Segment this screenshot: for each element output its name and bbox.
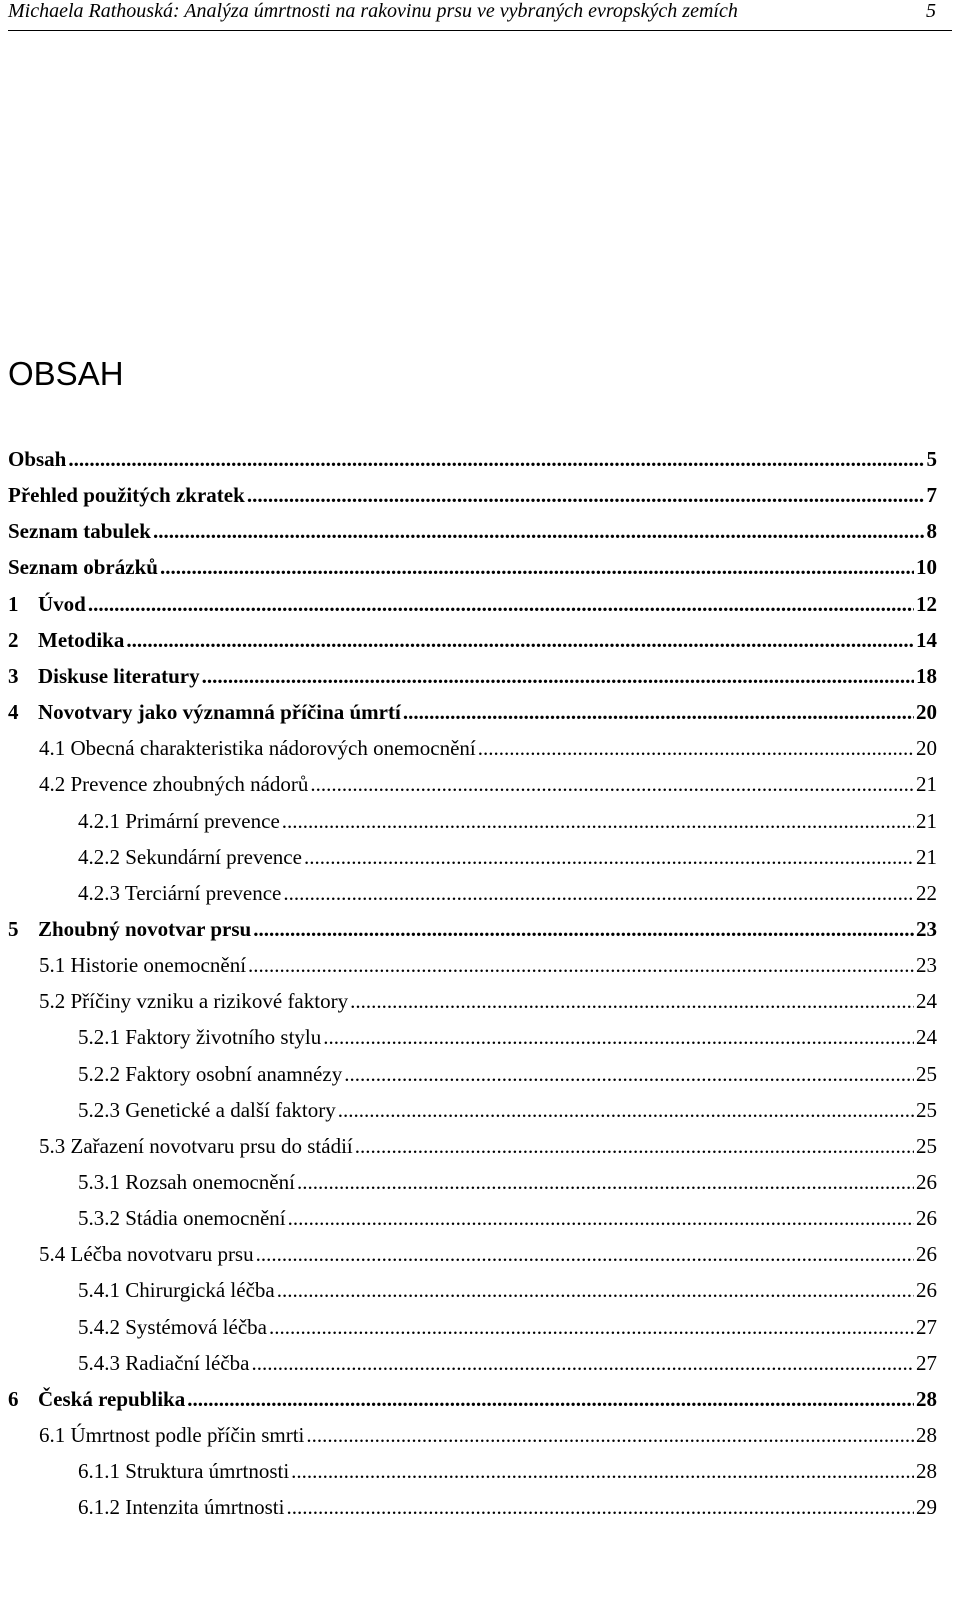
- toc-entry-number: 3: [8, 663, 19, 688]
- toc-entry-label: 4.2.2 Sekundární prevence: [78, 844, 302, 869]
- toc-entry-number: 2: [8, 627, 19, 652]
- toc-entry-label: Seznam tabulek: [8, 519, 151, 544]
- toc-dot-leader: [288, 1203, 914, 1233]
- toc-entry[interactable]: [0, 1348, 937, 1378]
- toc-entry[interactable]: [0, 1456, 937, 1486]
- page-title: OBSAH: [8, 355, 124, 392]
- toc-dot-leader: [251, 1348, 914, 1378]
- toc-entry-label: 5.4.1 Chirurgická léčba: [78, 1278, 275, 1303]
- toc-entry-page: 25: [916, 1061, 937, 1086]
- toc-dot-leader: [403, 697, 914, 727]
- toc-entry-page: 25: [916, 1133, 937, 1158]
- toc-dot-leader: [277, 1275, 914, 1305]
- toc-dot-leader: [256, 1239, 914, 1269]
- toc-entry-page: 28: [916, 1423, 937, 1448]
- toc-entry-page: 7: [926, 483, 937, 508]
- toc-dot-leader: [283, 878, 914, 908]
- toc-entry-page: 23: [916, 916, 937, 941]
- toc-entry[interactable]: [0, 806, 937, 836]
- toc-dot-leader: [323, 1022, 914, 1052]
- toc-dot-leader: [306, 1420, 914, 1450]
- toc-entry-number: 5: [8, 916, 19, 941]
- toc-dot-leader: [253, 914, 914, 944]
- toc-entry[interactable]: [0, 878, 937, 908]
- toc-entry[interactable]: [0, 697, 937, 727]
- toc-entry-label: Obsah: [8, 447, 67, 471]
- toc-entry-page: 23: [916, 953, 937, 978]
- toc-entry-label: 6.1 Úmrtnost podle příčin smrti: [39, 1423, 305, 1448]
- toc-entry[interactable]: [0, 1312, 937, 1342]
- toc-dot-leader: [338, 1095, 914, 1125]
- toc-entry-page: 29: [916, 1495, 937, 1520]
- toc-entry-page: 26: [916, 1242, 937, 1267]
- toc-dot-leader: [291, 1456, 914, 1486]
- toc-entry-page: 20: [916, 736, 937, 761]
- toc-entry-page: 26: [916, 1278, 937, 1303]
- toc-entry[interactable]: [0, 950, 937, 980]
- toc-entry-page: 26: [916, 1206, 937, 1231]
- toc-entry-page: 21: [916, 772, 937, 797]
- toc-entry-label: 5.3.1 Rozsah onemocnění: [78, 1170, 295, 1194]
- toc-entry-label: Metodika: [38, 627, 125, 652]
- toc-entry-label: Česká republika: [38, 1386, 186, 1411]
- toc-entry[interactable]: [0, 1022, 937, 1052]
- toc-dot-leader: [126, 625, 914, 655]
- toc-entry-page: 26: [916, 1170, 937, 1194]
- toc-entry-page: 12: [916, 591, 937, 616]
- toc-entry-page: 10: [916, 555, 937, 580]
- toc-entry-page: 21: [916, 808, 937, 833]
- header-page-number: 5: [926, 0, 936, 22]
- toc-entry-label: Diskuse literatury: [38, 663, 200, 688]
- toc-entry[interactable]: [0, 1420, 937, 1450]
- toc-dot-leader: [304, 842, 914, 872]
- toc-dot-leader: [187, 1384, 914, 1414]
- toc-entry-label: 5.4.3 Radiační léčba: [78, 1350, 250, 1375]
- toc-entry[interactable]: [0, 1239, 937, 1269]
- toc-entry-page: 28: [916, 1386, 937, 1411]
- toc-entry-label: Úvod: [38, 591, 86, 616]
- toc-entry[interactable]: [0, 625, 937, 655]
- running-header: [8, 0, 952, 31]
- toc-entry-label: 5.3 Zařazení novotvaru prsu do stádií: [39, 1133, 353, 1158]
- toc-entry[interactable]: [0, 986, 937, 1016]
- toc-dot-leader: [160, 552, 914, 582]
- header-title: Michaela Rathouská: Analýza úmrtnosti na rakovinu prsu ve vybraných evropských zemích: [8, 0, 738, 22]
- toc-entry-label: 5.4 Léčba novotvaru prsu: [39, 1242, 254, 1267]
- toc-entry-label: 5.2 Příčiny vzniku a rizikové faktory: [39, 989, 349, 1014]
- toc-dot-leader: [478, 733, 914, 763]
- toc-entry-number: 4: [8, 700, 19, 725]
- toc-entry[interactable]: [0, 1059, 937, 1089]
- toc-dot-leader: [286, 1492, 914, 1522]
- toc-entry[interactable]: [0, 1131, 937, 1161]
- toc-entry[interactable]: [0, 1384, 937, 1414]
- toc-entry-label: 5.3.2 Stádia onemocnění: [78, 1206, 286, 1231]
- toc-entry-page: 27: [916, 1350, 937, 1375]
- toc-dot-leader: [153, 516, 925, 546]
- toc-entry-label: Přehled použitých zkratek: [8, 483, 245, 508]
- toc-entry-number: 1: [8, 591, 19, 616]
- toc-entry[interactable]: [0, 1167, 937, 1197]
- toc-entry-label: Seznam obrázků: [8, 555, 158, 580]
- toc-entry-page: 28: [916, 1459, 937, 1484]
- toc-dot-leader: [282, 806, 914, 836]
- toc-entry-label: Novotvary jako významná příčina úmrtí: [38, 700, 401, 725]
- toc-entry-label: 4.2.3 Terciární prevence: [78, 880, 282, 905]
- toc-dot-leader: [248, 950, 914, 980]
- toc-dot-leader: [355, 1131, 914, 1161]
- toc-entry-page: 21: [916, 844, 937, 869]
- toc-entry[interactable]: [0, 516, 937, 546]
- toc-entry[interactable]: [0, 769, 937, 799]
- toc-dot-leader: [247, 480, 925, 510]
- toc-entry-label: 5.1 Historie onemocnění: [39, 953, 247, 978]
- toc-entry[interactable]: [0, 480, 937, 510]
- toc-entry-page: 25: [916, 1097, 937, 1122]
- toc-entry-label: 5.2.3 Genetické a další faktory: [78, 1097, 336, 1122]
- toc-entry-label: 5.4.2 Systémová léčba: [78, 1314, 267, 1339]
- toc-entry-number: 6: [8, 1386, 19, 1411]
- toc-entry-page: 8: [926, 519, 937, 544]
- toc-entry[interactable]: [0, 1275, 937, 1305]
- toc-entry[interactable]: [0, 661, 937, 691]
- toc-entry-label: 5.2.2 Faktory osobní anamnézy: [78, 1061, 343, 1086]
- toc-dot-leader: [350, 986, 914, 1016]
- toc-entry-label: 4.2.1 Primární prevence: [78, 808, 280, 833]
- toc-entry-label: Zhoubný novotvar prsu: [38, 916, 252, 941]
- toc-entry[interactable]: [0, 552, 937, 582]
- toc-dot-leader: [269, 1312, 914, 1342]
- toc-entry[interactable]: [0, 589, 937, 619]
- toc-dot-leader: [310, 769, 914, 799]
- toc-entry[interactable]: [0, 444, 937, 474]
- toc-entry[interactable]: [0, 733, 937, 763]
- toc-entry-label: 6.1.2 Intenzita úmrtnosti: [78, 1495, 285, 1520]
- toc-entry-page: 22: [916, 880, 937, 905]
- toc-entry-page: 24: [916, 989, 937, 1014]
- toc-dot-leader: [202, 661, 914, 691]
- toc-entry-page: 20: [916, 700, 937, 725]
- toc-entry-label: 5.2.1 Faktory životního stylu: [78, 1025, 322, 1050]
- toc-entry-page: 5: [926, 447, 937, 471]
- toc-entry-page: 27: [916, 1314, 937, 1339]
- toc-dot-leader: [297, 1167, 914, 1197]
- toc-entry-page: 18: [916, 663, 937, 688]
- toc-entry-page: 14: [916, 627, 937, 652]
- toc-entry[interactable]: [0, 1095, 937, 1125]
- toc-entry-label: 4.2 Prevence zhoubných nádorů: [39, 772, 309, 797]
- toc-entry[interactable]: [0, 914, 937, 944]
- toc-entry-label: 6.1.1 Struktura úmrtnosti: [78, 1459, 290, 1484]
- toc-dot-leader: [68, 444, 924, 474]
- toc-dot-leader: [344, 1059, 914, 1089]
- toc-dot-leader: [88, 589, 914, 619]
- toc-entry-label: 4.1 Obecná charakteristika nádorových onemocnění: [39, 736, 476, 761]
- toc-entry[interactable]: [0, 1203, 937, 1233]
- toc-entry[interactable]: [0, 1492, 937, 1522]
- toc-entry-page: 24: [916, 1025, 937, 1050]
- toc-entry[interactable]: [0, 842, 937, 872]
